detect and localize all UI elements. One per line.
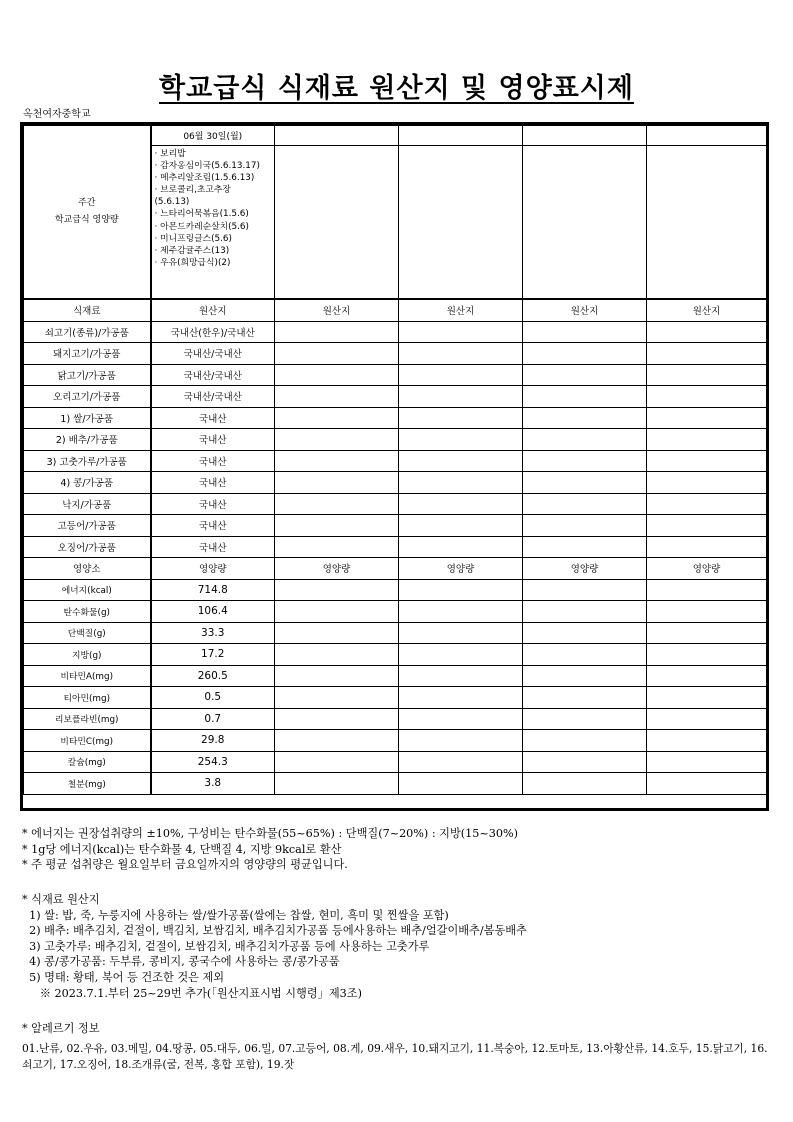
row-label: 칼슘(mg)	[24, 751, 151, 773]
row-label: 4) 콩/가공품	[24, 472, 151, 494]
row-value: 국내산	[151, 429, 275, 451]
row-value: 영양량	[151, 558, 275, 580]
row-value: 국내산/국내산	[151, 364, 275, 386]
row-value: 국내산	[151, 515, 275, 537]
notes	[22, 826, 518, 873]
row-value: 29.8	[151, 730, 275, 752]
origin-note-line: 2) 배추: 배추김치, 겉절이, 백김치, 보쌈김치, 배추김치가공품 등에사용하는 배추/얼갈이배추/봄동배추	[22, 924, 527, 938]
note-line: * 1g당 에너지(kcal)는 탄수화물 4, 단백질 4, 지방 9kcal로 환산	[22, 842, 342, 856]
row-label: 2) 배추/가공품	[24, 429, 151, 451]
nutrient-row	[24, 622, 767, 644]
row-value: 국내산/국내산	[151, 386, 275, 408]
menu-item: · 메추리알조림(1.5.6.13)	[154, 173, 255, 184]
weekly-label: 주간 학교급식 영양량	[24, 126, 151, 300]
menu-item: · 제주감귤주스(13)	[154, 245, 230, 256]
ingredient-row	[24, 429, 767, 451]
origin-note-line: 1) 쌀: 밥, 죽, 누룽지에 사용하는 쌀/쌀가공품(쌀에는 찹쌀, 현미, 흑미 및 찐쌀을 포함)	[22, 908, 449, 922]
origin-note-line: ※ 2023.7.1.부터 25~29번 추가(「원산지표시법 시행령」제3조)	[22, 986, 362, 1000]
origin-note-line: * 식재료 원산지	[22, 893, 100, 906]
row-value: 국내산	[151, 536, 275, 558]
ingredient-row	[24, 386, 767, 408]
row-value: 국내산	[151, 450, 275, 472]
menu-item: · 감자옹심이국(5.6.13.17)	[154, 161, 260, 172]
ingredient-row	[24, 515, 767, 537]
nutrient-row	[24, 730, 767, 752]
page-title: 학교급식 식재료 원산지 및 영양표시제	[159, 73, 634, 104]
menu-item: · 아몬드카레순살치(5.6)	[154, 221, 249, 232]
allergy-header: * 알레르기 정보	[22, 1022, 100, 1035]
nutrient-row	[24, 687, 767, 709]
row-value: 254.3	[151, 751, 275, 773]
school-name: 옥천여자중학교	[23, 109, 91, 120]
menu-item: (5.6.13)	[154, 197, 190, 208]
note-line: * 주 평균 섭취량은 월요일부터 금요일까지의 영양량의 평균입니다.	[22, 858, 348, 872]
row-label: 3) 고춧가루/가공품	[24, 450, 151, 472]
ingredient-row	[24, 493, 767, 515]
row-value: 0.7	[151, 708, 275, 730]
row-value: 17.2	[151, 644, 275, 666]
row-label: 고등어/가공품	[24, 515, 151, 537]
row-label: 비타민C(mg)	[24, 730, 151, 752]
menu-item: · 보리밥	[154, 149, 186, 159]
row-label: 철분(mg)	[24, 773, 151, 795]
row-value: 국내산	[151, 493, 275, 515]
note-line: * 에너지는 권장섭취량의 ±10%, 구성비는 탄수화물(55~65%) : 단백질(7~20%) : 지방(15~30%)	[22, 827, 518, 840]
row-value: 0.5	[151, 687, 275, 709]
menu-item: · 브로콜리,초고추장	[154, 185, 231, 196]
row-value: 국내산	[151, 407, 275, 429]
row-value: 260.5	[151, 665, 275, 687]
row-label: 오리고기/가공품	[24, 386, 151, 408]
nutrient-row	[24, 601, 767, 623]
ingredient-header-row: 식재료 원산지 원산지 원산지 원산지 원산지	[24, 299, 767, 321]
row-label: 돼지고기/가공품	[24, 343, 151, 365]
row-label: 리보플라빈(mg)	[24, 708, 151, 730]
menu-item: · 느타리어묵볶음(1.5.6)	[154, 209, 249, 220]
info-table	[23, 125, 767, 795]
ingredient-row	[24, 536, 767, 558]
origin-note-line: 3) 고춧가루: 배추김치, 겉절이, 보쌈김치, 배추김치가공품 등에 사용하는 고춧가루	[22, 939, 430, 953]
row-label: 지방(g)	[24, 644, 151, 666]
ingredient-row	[24, 450, 767, 472]
origin-note-line: 5) 명태: 황태, 북어 등 건조한 것은 제외	[22, 970, 225, 984]
nutrient-row	[24, 773, 767, 795]
row-value: 국내산(한우)/국내산	[151, 321, 275, 343]
row-label: 에너지(kcal)	[24, 579, 151, 601]
row-label: 쇠고기(종류)/가공품	[24, 321, 151, 343]
row-label: 오징어/가공품	[24, 536, 151, 558]
row-label: 탄수화물(g)	[24, 601, 151, 623]
row-value: 714.8	[151, 579, 275, 601]
row-value: 106.4	[151, 601, 275, 623]
row-label: 닭고기/가공품	[24, 364, 151, 386]
menu-item: · 미니프링글스(5.6)	[154, 233, 232, 244]
ingredient-row	[24, 321, 767, 343]
row-value: 국내산	[151, 472, 275, 494]
ingredient-row	[24, 343, 767, 365]
date-cell: 06월 30일(월)	[151, 126, 275, 146]
nutrient-row	[24, 579, 767, 601]
menu-item: · 우유(희망급식)(2)	[154, 257, 231, 268]
nutrient-row	[24, 665, 767, 687]
ingredient-row	[24, 364, 767, 386]
nutrient-header-row: 영양소 영양량 영양량 영양량 영양량 영양량	[24, 558, 767, 580]
nutrient-row	[24, 644, 767, 666]
row-label: 비타민A(mg)	[24, 665, 151, 687]
origin-note-line: 4) 콩/콩가공품: 두부류, 콩비지, 콩국수에 사용하는 콩/콩가공품	[22, 955, 340, 969]
ingredient-row	[24, 407, 767, 429]
nutrient-row	[24, 708, 767, 730]
nutrient-row	[24, 751, 767, 773]
row-value: 33.3	[151, 622, 275, 644]
row-value: 3.8	[151, 773, 275, 795]
menu-cell	[151, 146, 275, 300]
row-label: 낙지/가공품	[24, 493, 151, 515]
row-label: 영양소	[24, 558, 151, 580]
allergy-info: 01.난류, 02.우유, 03.메밀, 04.땅콩, 05.대두, 06.밀, 07.고등어, 08.게, 09.새우, 10.돼지고기, 11.복숭아, 12.토마토, 13.아황산류, 14.호두, 15.닭고기, 16.쇠고기, 17.오징어, 18.조개류(굴, 전복, 홍합 포함), 19.잣	[22, 1042, 768, 1071]
origin-notes	[22, 892, 527, 1001]
row-label: 티아민(mg)	[24, 687, 151, 709]
row-label: 단백질(g)	[24, 622, 151, 644]
row-value: 국내산/국내산	[151, 343, 275, 365]
ingredient-row	[24, 472, 767, 494]
row-label: 1) 쌀/가공품	[24, 407, 151, 429]
